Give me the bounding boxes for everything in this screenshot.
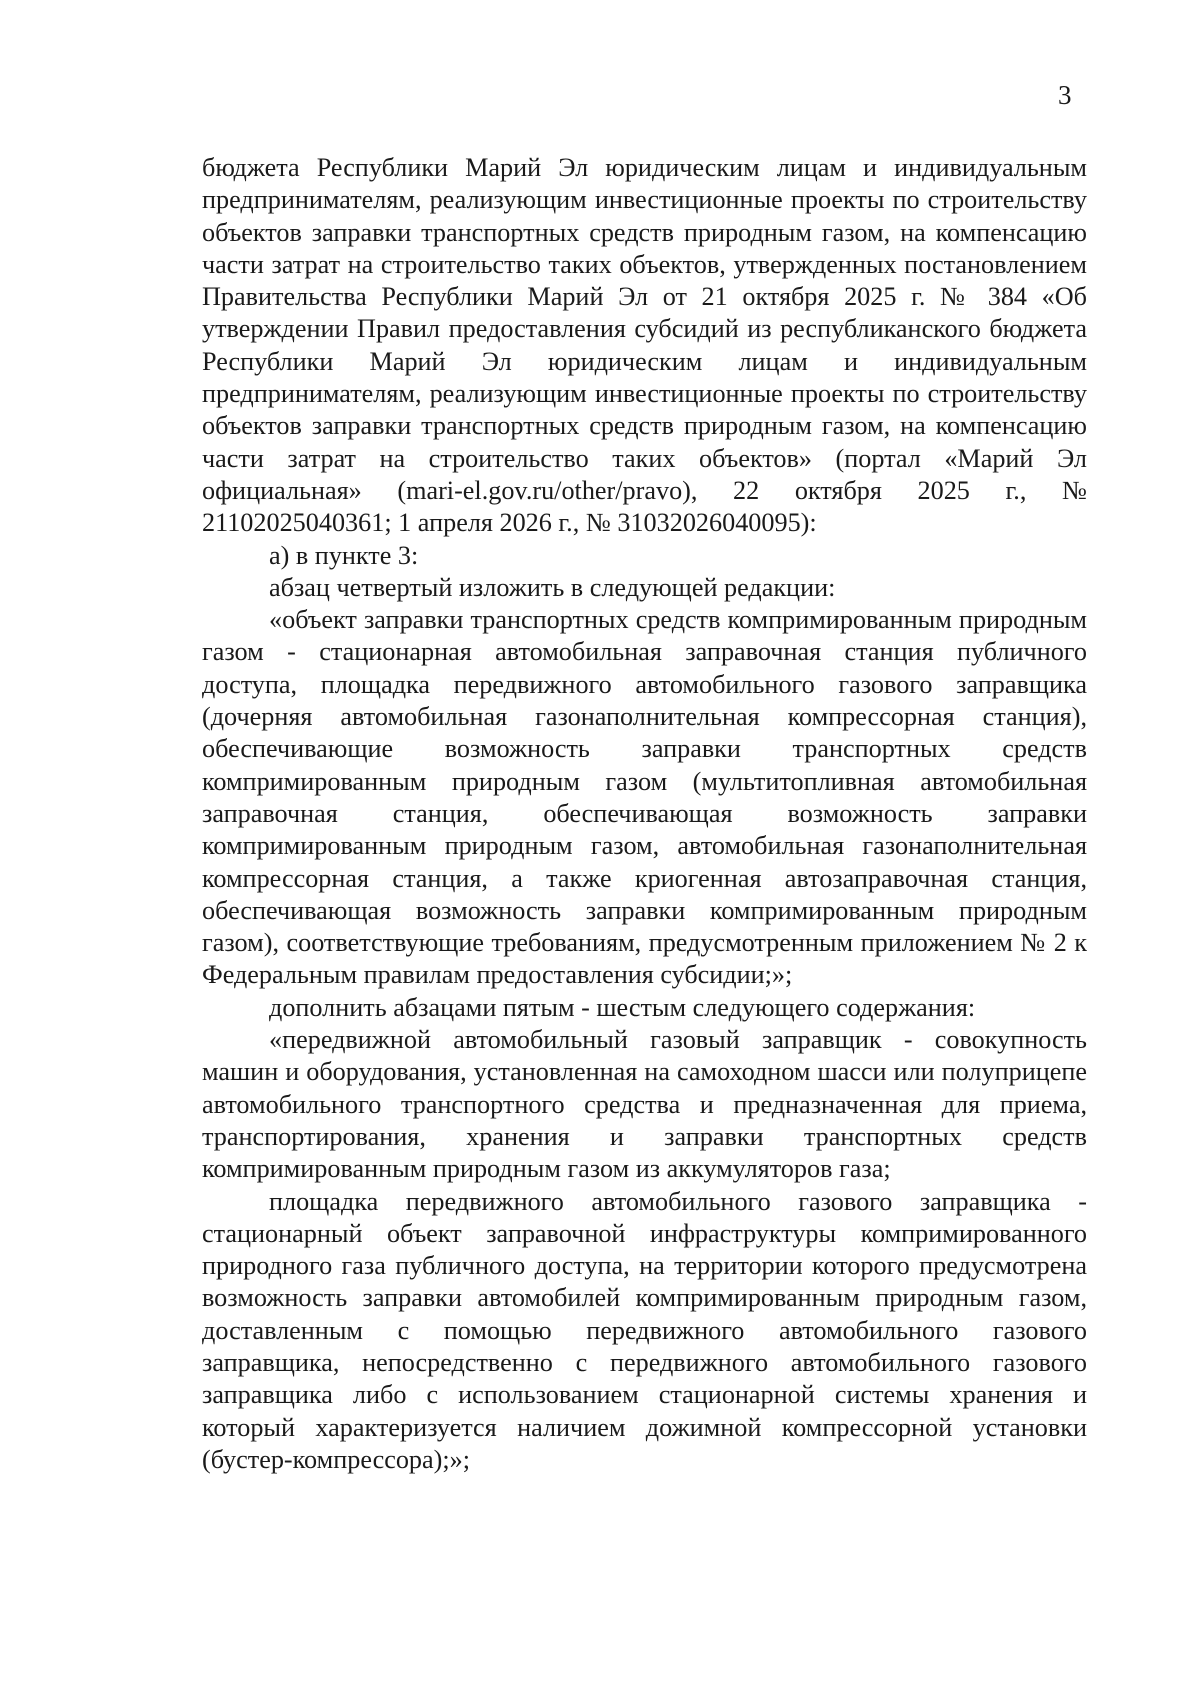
paragraph-intro: бюджета Республики Марий Эл юридическим лицам и индивидуальным предпринимателям, реализующим инвестиционные проекты по строительству объектов заправки транспортных средств природным газом, на компенсацию части затрат на строительство таких объектов, утвержденных постановлением Правительства Республики Марий Эл от 21 октября 2025 г. № 384 «Об утверждении Правил предоставления субсидий из республиканского бюджета Республики Марий Эл юридическим лицам и индивидуальным предпринимателям, реализующим инвестиционные проекты по строительству объектов заправки транспортных средств природным газом, на компенсацию части затрат на строительство таких объектов» (портал «Марий Эл официальная» (mari-el.gov.ru/other/pravo), 22 октября 2025 г., № 21102025040361; 1 апреля 2026 г., № 31032026040095): <box>202 153 1087 538</box>
paragraph-item-a: а) в пункте 3: <box>269 540 419 570</box>
paragraph-definition-mobile-refueler: «передвижной автомобильный газовый заправщик - совокупность машин и оборудования, установленная на самоходном шасси или полуприцепе автомобильного транспортного средства и предназначенная для приема, транспортирования, хранения и заправки транспортных средств компримированным природным газом из аккумуляторов газа; <box>202 1025 1087 1184</box>
paragraph-instruction-1: абзац четвертый изложить в следующей редакции: <box>269 572 836 602</box>
page-number: 3 <box>1058 80 1072 110</box>
paragraph-definition-object: «объект заправки транспортных средств компримированным природным газом - стационарная автомобильная заправочная станция публичного доступа, площадка передвижного автомобильного газового заправщика (дочерняя автомобильная газонаполнительная компрессорная станция), обеспечивающие возможность заправки транспортных средств компримированным природным газом (мультитопливная автомобильная заправочная станция, обеспечивающая возможность заправки компримированным природным газом, автомобильная газонаполнительная компрессорная станция, а также криогенная автозаправочная станция, обеспечивающая возможность заправки компримированным природным газом), соответствующие требованиям, предусмотренным приложением № 2 к Федеральным правилам предоставления субсидии;»; <box>202 605 1087 990</box>
paragraph-definition-refueler-site: площадка передвижного автомобильного газового заправщика - стационарный объект заправочной инфраструктуры компримированного природного газа публичного доступа, на территории которого предусмотрена возможность заправки автомобилей компримированным природным газом, доставленным с помощью передвижного автомобильного газового заправщика, непосредственно с передвижного автомобильного газового заправщика либо с использованием стационарной системы хранения и который характеризуется наличием дожимной компрессорной установки (бустер-компрессора);»; <box>202 1186 1087 1474</box>
document-body <box>202 152 1087 1476</box>
paragraph-instruction-2: дополнить абзацами пятым - шестым следующего содержания: <box>269 992 976 1022</box>
